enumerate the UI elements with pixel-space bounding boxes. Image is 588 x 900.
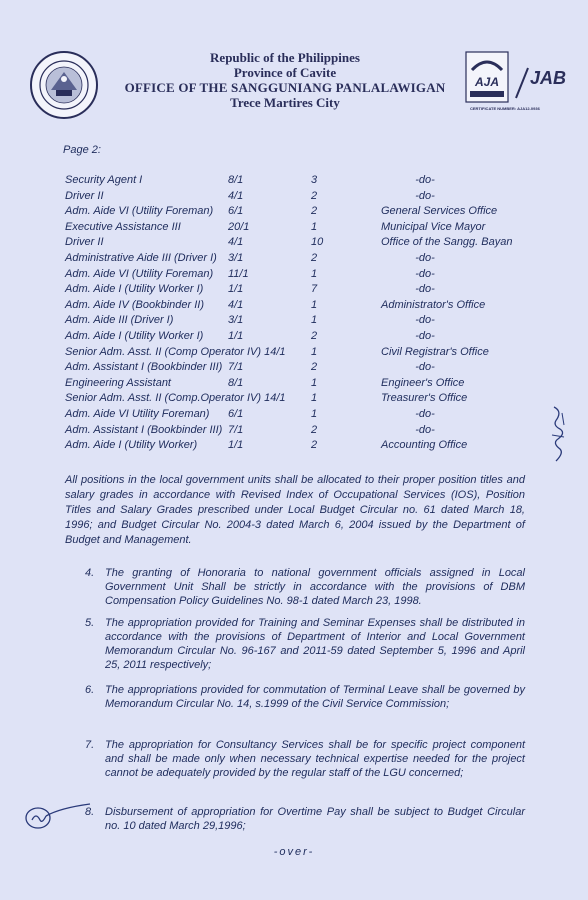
salary-grade: 4/1 <box>228 189 244 202</box>
salary-grade: 3/1 <box>228 314 244 327</box>
table-row <box>0 359 588 375</box>
assigned-office: -do- <box>415 314 435 327</box>
item-text: The appropriation for Consultancy Services shall be for specific project component and shall be made only when necessary technical expertise needed for the project cannot be adequately provided by the regular staff of the LGU concerned; <box>105 739 525 779</box>
table-row <box>0 219 588 235</box>
salary-grade: 8/1 <box>228 376 244 389</box>
position-title: Adm. Aide I (Utility Worker I) <box>65 330 204 342</box>
position-count: 2 <box>311 439 318 452</box>
position-title: Adm. Aide I (Utility Worker I) <box>65 283 204 296</box>
position-count: 7 <box>311 283 318 296</box>
salary-grade: 8/1 <box>228 174 244 186</box>
position-title: Adm. Aide I (Utility Worker) <box>65 439 198 452</box>
assigned-office: Office of the Sangg. Bayan <box>381 236 513 249</box>
position-count: 1 <box>311 267 318 280</box>
svg-text:JAB: JAB <box>530 68 567 88</box>
position-count: 1 <box>311 298 318 311</box>
assigned-office: General Services Office <box>381 205 498 218</box>
over-footer: -over- <box>273 846 315 858</box>
position-count: 2 <box>311 361 318 374</box>
table-row <box>0 422 588 438</box>
certificate-number: CERTIFICATE NUMBER: AJA12-0936 <box>470 106 540 111</box>
table-row <box>0 172 588 188</box>
position-title: Adm. Aide VI (Utility Foreman) <box>65 267 214 280</box>
table-row <box>0 266 588 282</box>
salary-grade: 20/1 <box>228 220 250 233</box>
table-row <box>0 328 588 344</box>
salary-grade: 1/1 <box>228 439 244 452</box>
table-row <box>0 281 588 297</box>
position-title: Senior Adm. Asst. II (Comp Operator IV) 14/1 <box>65 345 286 358</box>
assigned-office: -do- <box>415 423 435 436</box>
position-count: 1 <box>311 392 318 405</box>
salary-grade: 4/1 <box>228 236 244 249</box>
position-title: Adm. Aide VI Utility Foreman) <box>65 408 210 420</box>
item-number: 7. <box>85 739 95 751</box>
header-city: Trece Martires City <box>230 95 340 110</box>
position-title: Adm. Aide III (Driver I) <box>65 314 174 327</box>
item-text: The appropriation provided for Training and Seminar Expenses shall be distributed in accordance with the provisions of Department of Interior and Local Government Memorandum Circular No. 96-167 and 2011-59 dated September 5, 1996 and April 25, 2011 respectively; <box>105 617 525 671</box>
salary-grade: 7/1 <box>228 361 244 374</box>
item-text: Disbursement of appropriation for Overtime Pay shall be subject to Budget Circular no. 10 dated March 29,1996; <box>105 806 525 832</box>
position-count: 2 <box>311 189 318 202</box>
position-count: 3 <box>311 174 318 186</box>
table-row <box>0 203 588 219</box>
salary-grade: 3/1 <box>228 252 244 264</box>
handwritten-initial-mark <box>20 798 95 832</box>
assigned-office: Municipal Vice Mayor <box>381 220 486 233</box>
item-number: 8. <box>85 806 95 818</box>
position-count: 2 <box>311 205 318 218</box>
position-count: 1 <box>311 345 318 358</box>
assigned-office: -do- <box>415 189 435 202</box>
salary-grade: 6/1 <box>228 205 244 218</box>
position-title: Engineering Assistant <box>65 376 171 389</box>
salary-grade: 1/1 <box>228 330 244 342</box>
svg-text:AJA: AJA <box>474 75 500 89</box>
position-title: Adm. Assistant I (Bookbinder III) <box>65 361 223 374</box>
position-count: 2 <box>311 330 318 342</box>
item-text: The appropriations provided for commutation of Terminal Leave shall be governed by Memorandum Circular No. 14, s.1999 of the Civil Service Commission; <box>105 684 525 710</box>
table-row <box>0 297 588 313</box>
item-number: 6. <box>85 684 95 696</box>
salary-grade: 4/1 <box>228 298 244 311</box>
position-title: Adm. Assistant I (Bookbinder III) <box>65 423 223 436</box>
table-row <box>0 406 588 422</box>
position-count: 2 <box>311 252 318 264</box>
position-title: Administrative Aide III (Driver I) <box>65 252 217 264</box>
table-row <box>0 344 588 360</box>
table-row <box>0 188 588 204</box>
position-count: 1 <box>311 376 318 389</box>
position-count: 1 <box>311 408 318 420</box>
table-row <box>0 312 588 328</box>
position-count: 1 <box>311 220 318 233</box>
assigned-office: Accounting Office <box>381 439 468 452</box>
assigned-office: Administrator's Office <box>381 298 486 311</box>
letterhead <box>110 50 460 110</box>
table-row <box>0 390 588 406</box>
table-row <box>0 234 588 250</box>
position-title: Adm. Aide VI (Utility Foreman) <box>65 205 214 218</box>
header-office: OFFICE OF THE SANGGUNIANG PANLALAWIGAN <box>124 80 446 95</box>
assigned-office: -do- <box>415 252 435 264</box>
salary-grade: 6/1 <box>228 408 244 420</box>
header-republic: Republic of the Philippines <box>210 50 360 65</box>
allocation-paragraph: All positions in the local government units shall be allocated to their proper position titles and salary grades in accordance with Revised Index of Occupational Services (IOS), Position Titles and Salary Grades prescribed under Local Budget Circular no. 61 dated March 18, 1996; and Budget Circular No. 2004-3 dated March 6, 2004 issued by the Department of Budget and Management. <box>65 474 525 546</box>
assigned-office: Treasurer's Office <box>381 392 468 405</box>
handwritten-signature <box>548 405 570 465</box>
salary-grade: 11/1 <box>228 267 249 280</box>
position-count: 1 <box>311 314 318 327</box>
assigned-office: Engineer's Office <box>381 376 465 389</box>
item-text: The granting of Honoraria to national government officials assigned in Local Government Unit Shall be strictly in accordance with the provisions of DBM Compensation Policy Guidelines No. 98-1 dated March 23, 1998. <box>105 567 525 607</box>
position-title: Driver II <box>65 236 104 249</box>
position-title: Driver II <box>65 189 104 202</box>
header-province: Province of Cavite <box>233 65 337 80</box>
assigned-office: -do- <box>415 330 435 342</box>
provincial-seal-logo <box>29 50 99 120</box>
item-number: 4. <box>85 567 95 579</box>
assigned-office: Civil Registrar's Office <box>381 345 489 358</box>
assigned-office: -do- <box>415 361 435 374</box>
position-title: Senior Adm. Asst. II (Comp.Operator IV) 14/1 <box>65 392 286 405</box>
salary-grade: 7/1 <box>228 423 244 436</box>
position-title: Adm. Aide IV (Bookbinder II) <box>65 298 204 311</box>
assigned-office: -do- <box>415 283 435 296</box>
position-title: Security Agent I <box>65 174 143 186</box>
assigned-office: -do- <box>415 267 435 280</box>
table-row <box>0 375 588 391</box>
assigned-office: -do- <box>415 174 435 186</box>
item-number: 5. <box>85 617 95 629</box>
page-label: Page 2: <box>63 144 101 156</box>
table-row <box>0 250 588 266</box>
position-title: Executive Assistance III <box>65 220 181 233</box>
position-count: 2 <box>311 423 318 436</box>
assigned-office: -do- <box>415 408 435 420</box>
table-row <box>0 437 588 453</box>
position-count: 10 <box>311 236 324 249</box>
salary-grade: 1/1 <box>228 283 244 296</box>
